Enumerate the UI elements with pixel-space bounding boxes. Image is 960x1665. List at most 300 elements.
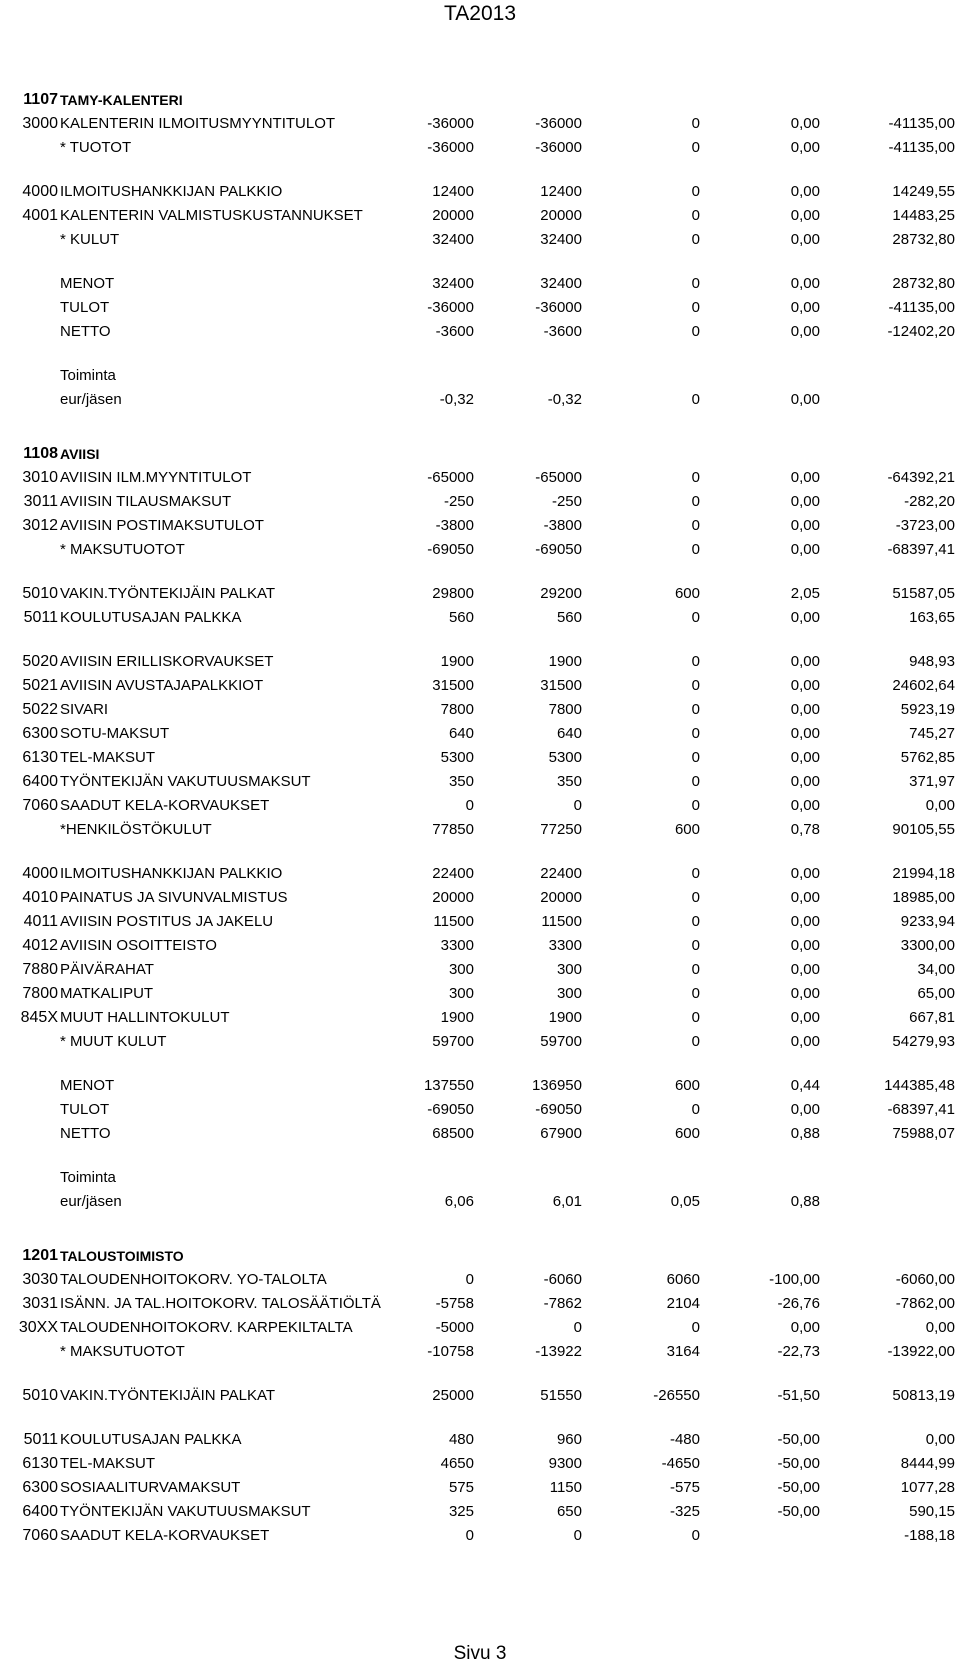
value-col-4: 0,78 bbox=[790, 821, 820, 838]
account-label: MATKALIPUT bbox=[60, 985, 154, 1002]
table-row bbox=[0, 982, 960, 1006]
account-label: KALENTERIN ILMOITUSMYYNTITULOT bbox=[60, 115, 336, 132]
value-col-2: 9300 bbox=[548, 1455, 582, 1472]
table-row bbox=[0, 514, 960, 538]
value-col-4: 2,05 bbox=[790, 585, 820, 602]
account-label: AVIISIN POSTITUS JA JAKELU bbox=[60, 913, 274, 930]
account-label: AVIISIN ERILLISKORVAUKSET bbox=[60, 653, 274, 670]
table-row bbox=[0, 650, 960, 674]
account-label: eur/jäsen bbox=[60, 391, 122, 408]
value-col-3: 0 bbox=[691, 985, 700, 1002]
value-col-3: -480 bbox=[669, 1431, 700, 1448]
value-col-1: 480 bbox=[448, 1431, 474, 1448]
account-label: *HENKILÖSTÖKULUT bbox=[60, 821, 212, 838]
account-code: 5011 bbox=[23, 609, 58, 626]
value-col-1: 575 bbox=[448, 1479, 474, 1496]
value-col-1: -65000 bbox=[427, 469, 474, 486]
table-row bbox=[0, 1428, 960, 1452]
value-col-1: 25000 bbox=[432, 1387, 474, 1404]
account-code: 7060 bbox=[22, 1527, 58, 1544]
value-col-4: -22,73 bbox=[777, 1343, 820, 1360]
value-col-2: 6,01 bbox=[552, 1193, 582, 1210]
account-label: eur/jäsen bbox=[60, 1193, 122, 1210]
account-label: TULOT bbox=[60, 1101, 110, 1118]
value-col-5: -41135,00 bbox=[888, 299, 955, 316]
value-col-3: 0 bbox=[691, 701, 700, 718]
account-label: SOSIAALITURVAMAKSUT bbox=[60, 1479, 241, 1496]
table-row bbox=[0, 388, 960, 412]
value-col-5: 14249,55 bbox=[892, 183, 955, 200]
value-col-1: 77850 bbox=[432, 821, 474, 838]
value-col-2: 32400 bbox=[540, 231, 582, 248]
value-col-1: 32400 bbox=[432, 231, 474, 248]
value-col-4: 0,00 bbox=[790, 115, 820, 132]
value-col-2: 300 bbox=[556, 985, 582, 1002]
account-label: TEL-MAKSUT bbox=[60, 1455, 156, 1472]
table-row bbox=[0, 180, 960, 204]
value-col-2: 11500 bbox=[541, 913, 582, 930]
account-label: VAKIN.TYÖNTEKIJÄIN PALKAT bbox=[60, 585, 276, 602]
value-col-1: 560 bbox=[448, 609, 474, 626]
value-col-3: 600 bbox=[674, 585, 700, 602]
table-row bbox=[0, 818, 960, 842]
value-col-1: -69050 bbox=[427, 1101, 474, 1118]
value-col-1: -5000 bbox=[435, 1319, 474, 1336]
value-col-2: 640 bbox=[556, 725, 582, 742]
value-col-1: 300 bbox=[448, 985, 474, 1002]
value-col-1: 325 bbox=[448, 1503, 474, 1520]
value-col-5: 75988,07 bbox=[892, 1125, 955, 1142]
value-col-5: 28732,80 bbox=[892, 275, 955, 292]
account-code: 6400 bbox=[22, 1503, 58, 1520]
table-row bbox=[0, 364, 960, 388]
account-label: PÄIVÄRAHAT bbox=[60, 961, 154, 978]
table-row bbox=[0, 1006, 960, 1030]
value-col-4: -50,00 bbox=[777, 1503, 820, 1520]
value-col-2: 0 bbox=[573, 797, 582, 814]
value-col-3: 0 bbox=[691, 1319, 700, 1336]
value-col-4: 0,00 bbox=[790, 1033, 820, 1050]
value-col-3: 0 bbox=[691, 961, 700, 978]
account-label: KOULUTUSAJAN PALKKA bbox=[60, 609, 242, 626]
value-col-1: 0 bbox=[465, 1271, 474, 1288]
value-col-3: 0 bbox=[691, 207, 700, 224]
table-row bbox=[0, 320, 960, 344]
value-col-4: -26,76 bbox=[777, 1295, 820, 1312]
account-label: * KULUT bbox=[60, 231, 120, 248]
value-col-5: 0,00 bbox=[925, 1319, 955, 1336]
account-code: 1108 bbox=[23, 445, 58, 462]
value-col-3: 0 bbox=[691, 865, 700, 882]
value-col-3: 0 bbox=[691, 1101, 700, 1118]
value-col-5: -7862,00 bbox=[895, 1295, 955, 1312]
value-col-3: 0 bbox=[691, 937, 700, 954]
account-label: MUUT HALLINTOKULUT bbox=[60, 1009, 230, 1026]
account-label: MENOT bbox=[60, 275, 115, 292]
value-col-5: 34,00 bbox=[917, 961, 955, 978]
value-col-4: 0,00 bbox=[790, 749, 820, 766]
value-col-3: -4650 bbox=[661, 1455, 700, 1472]
value-col-2: 1150 bbox=[549, 1479, 582, 1496]
value-col-4: 0,00 bbox=[790, 139, 820, 156]
value-col-4: -50,00 bbox=[777, 1479, 820, 1496]
account-label: SAADUT KELA-KORVAUKSET bbox=[60, 797, 270, 814]
value-col-3: 0 bbox=[691, 231, 700, 248]
page-title: TA2013 bbox=[444, 2, 516, 25]
value-col-5: 14483,25 bbox=[892, 207, 955, 224]
value-col-5: -41135,00 bbox=[888, 139, 955, 156]
account-label: * TUOTOT bbox=[60, 139, 132, 156]
account-code: 7060 bbox=[22, 797, 58, 814]
value-col-3: 0 bbox=[691, 469, 700, 486]
value-col-4: 0,88 bbox=[790, 1193, 820, 1210]
value-col-4: 0,00 bbox=[790, 1319, 820, 1336]
value-col-3: 0 bbox=[691, 1527, 700, 1544]
value-col-3: 0 bbox=[691, 725, 700, 742]
value-col-1: 3300 bbox=[440, 937, 474, 954]
value-col-3: 0 bbox=[691, 773, 700, 790]
value-col-3: 0 bbox=[691, 299, 700, 316]
value-col-3: -575 bbox=[669, 1479, 700, 1496]
value-col-2: 51550 bbox=[540, 1387, 582, 1404]
account-code: 6130 bbox=[22, 1455, 58, 1472]
value-col-1: 31500 bbox=[432, 677, 474, 694]
value-col-1: -36000 bbox=[427, 115, 474, 132]
account-code: 3012 bbox=[22, 517, 58, 534]
value-col-3: 0 bbox=[691, 139, 700, 156]
table-row bbox=[0, 1030, 960, 1054]
value-col-2: -6060 bbox=[543, 1271, 582, 1288]
account-label: TALOUSTOIMISTO bbox=[60, 1248, 184, 1264]
value-col-3: -325 bbox=[669, 1503, 700, 1520]
section-heading bbox=[0, 442, 960, 466]
value-col-2: 560 bbox=[556, 609, 582, 626]
account-label: SOTU-MAKSUT bbox=[60, 725, 170, 742]
value-col-1: 6,06 bbox=[444, 1193, 474, 1210]
table-row bbox=[0, 112, 960, 136]
value-col-4: 0,00 bbox=[790, 493, 820, 510]
value-col-4: 0,44 bbox=[790, 1077, 820, 1094]
account-code: 4000 bbox=[22, 865, 58, 882]
value-col-1: 11500 bbox=[433, 913, 474, 930]
value-col-3: 0 bbox=[691, 653, 700, 670]
account-code: 4012 bbox=[22, 937, 58, 954]
value-col-1: -36000 bbox=[427, 299, 474, 316]
account-label: SIVARI bbox=[60, 701, 109, 718]
value-col-5: 24602,64 bbox=[892, 677, 955, 694]
account-code: 3010 bbox=[22, 469, 58, 486]
value-col-4: 0,00 bbox=[790, 207, 820, 224]
value-col-5: -6060,00 bbox=[895, 1271, 955, 1288]
table-row bbox=[0, 1074, 960, 1098]
value-col-5: 590,15 bbox=[909, 1503, 955, 1520]
value-col-4: 0,00 bbox=[790, 701, 820, 718]
value-col-1: 20000 bbox=[432, 889, 474, 906]
value-col-5: 5762,85 bbox=[900, 749, 955, 766]
value-col-4: 0,00 bbox=[790, 299, 820, 316]
value-col-4: 0,00 bbox=[790, 937, 820, 954]
account-code: 5020 bbox=[22, 653, 58, 670]
value-col-5: 18985,00 bbox=[892, 889, 955, 906]
value-col-4: -50,00 bbox=[777, 1455, 820, 1472]
value-col-3: 0 bbox=[691, 1009, 700, 1026]
account-label: Toiminta bbox=[60, 367, 116, 384]
value-col-2: 20000 bbox=[540, 207, 582, 224]
value-col-5: -282,20 bbox=[904, 493, 955, 510]
value-col-1: 640 bbox=[448, 725, 474, 742]
account-code: 845X bbox=[20, 1009, 58, 1026]
table-row bbox=[0, 698, 960, 722]
value-col-5: -188,18 bbox=[904, 1527, 955, 1544]
account-label: TULOT bbox=[60, 299, 110, 316]
value-col-2: 350 bbox=[556, 773, 582, 790]
account-code: 6130 bbox=[22, 749, 58, 766]
value-col-2: 20000 bbox=[540, 889, 582, 906]
table-row bbox=[0, 746, 960, 770]
account-label: ILMOITUSHANKKIJAN PALKKIO bbox=[60, 865, 283, 882]
account-label: TYÖNTEKIJÄN VAKUTUUSMAKSUT bbox=[60, 1503, 311, 1520]
value-col-2: 136950 bbox=[531, 1077, 582, 1094]
value-col-2: -7862 bbox=[543, 1295, 582, 1312]
table-row bbox=[0, 582, 960, 606]
table-row bbox=[0, 1190, 960, 1214]
value-col-1: -0,32 bbox=[439, 391, 474, 408]
value-col-5: 163,65 bbox=[909, 609, 955, 626]
value-col-2: -69050 bbox=[535, 1101, 582, 1118]
account-code: 1107 bbox=[23, 91, 58, 108]
account-code: 6300 bbox=[22, 1479, 58, 1496]
value-col-5: -64392,21 bbox=[887, 469, 955, 486]
section-heading bbox=[0, 88, 960, 112]
value-col-2: 650 bbox=[556, 1503, 582, 1520]
value-col-2: 12400 bbox=[540, 183, 582, 200]
value-col-4: 0,00 bbox=[790, 677, 820, 694]
value-col-3: 600 bbox=[674, 1077, 700, 1094]
value-col-2: -36000 bbox=[535, 115, 582, 132]
account-code: 5010 bbox=[22, 1387, 58, 1404]
account-code: 30XX bbox=[18, 1319, 58, 1336]
value-col-5: 948,93 bbox=[909, 653, 955, 670]
value-col-4: 0,00 bbox=[790, 231, 820, 248]
value-col-2: 7800 bbox=[548, 701, 582, 718]
account-label: AVIISIN ILM.MYYNTITULOT bbox=[60, 469, 252, 486]
table-row bbox=[0, 136, 960, 160]
account-code: 3011 bbox=[23, 493, 58, 510]
table-row bbox=[0, 958, 960, 982]
table-row bbox=[0, 910, 960, 934]
value-col-5: 50813,19 bbox=[892, 1387, 955, 1404]
value-col-1: 0 bbox=[465, 797, 474, 814]
value-col-5: 371,97 bbox=[909, 773, 955, 790]
value-col-3: 0 bbox=[691, 323, 700, 340]
account-label: * MUUT KULUT bbox=[60, 1033, 167, 1050]
value-col-5: 5923,19 bbox=[900, 701, 955, 718]
value-col-1: -36000 bbox=[427, 139, 474, 156]
budget-table bbox=[0, 88, 960, 1548]
table-row bbox=[0, 1524, 960, 1548]
value-col-2: 59700 bbox=[540, 1033, 582, 1050]
value-col-2: 0 bbox=[573, 1319, 582, 1336]
value-col-4: 0,00 bbox=[790, 961, 820, 978]
value-col-3: 0 bbox=[691, 275, 700, 292]
value-col-5: -41135,00 bbox=[888, 115, 955, 132]
account-code: 5010 bbox=[22, 585, 58, 602]
account-code: 6400 bbox=[22, 773, 58, 790]
value-col-3: 0 bbox=[691, 913, 700, 930]
value-col-3: 0 bbox=[691, 183, 700, 200]
value-col-3: 0 bbox=[691, 609, 700, 626]
value-col-3: 0 bbox=[691, 493, 700, 510]
account-label: MENOT bbox=[60, 1077, 115, 1094]
table-row bbox=[0, 606, 960, 630]
value-col-5: 51587,05 bbox=[892, 585, 955, 602]
value-col-5: 21994,18 bbox=[892, 865, 955, 882]
value-col-1: 0 bbox=[465, 1527, 474, 1544]
table-row bbox=[0, 862, 960, 886]
value-col-2: 29200 bbox=[540, 585, 582, 602]
value-col-4: 0,00 bbox=[790, 609, 820, 626]
table-row bbox=[0, 296, 960, 320]
account-label: ILMOITUSHANKKIJAN PALKKIO bbox=[60, 183, 283, 200]
account-code: 6300 bbox=[22, 725, 58, 742]
value-col-2: 960 bbox=[556, 1431, 582, 1448]
value-col-5: -13922,00 bbox=[887, 1343, 955, 1360]
value-col-5: 745,27 bbox=[909, 725, 955, 742]
value-col-1: -69050 bbox=[427, 541, 474, 558]
value-col-3: 0 bbox=[691, 749, 700, 766]
value-col-2: -250 bbox=[551, 493, 582, 510]
account-code: 5022 bbox=[22, 701, 58, 718]
value-col-3: 6060 bbox=[666, 1271, 700, 1288]
value-col-5: -12402,20 bbox=[887, 323, 955, 340]
value-col-5: 90105,55 bbox=[892, 821, 955, 838]
table-row bbox=[0, 272, 960, 296]
value-col-3: 0 bbox=[691, 889, 700, 906]
value-col-3: 2104 bbox=[666, 1295, 700, 1312]
account-label: AVIISIN POSTIMAKSUTULOT bbox=[60, 517, 264, 534]
value-col-5: 3300,00 bbox=[900, 937, 955, 954]
account-label: * MAKSUTUOTOT bbox=[60, 1343, 185, 1360]
value-col-1: 29800 bbox=[432, 585, 474, 602]
value-col-1: 4650 bbox=[440, 1455, 474, 1472]
value-col-4: 0,00 bbox=[790, 323, 820, 340]
table-row bbox=[0, 770, 960, 794]
value-col-2: 0 bbox=[573, 1527, 582, 1544]
account-label: KALENTERIN VALMISTUSKUSTANNUKSET bbox=[60, 207, 363, 224]
value-col-4: 0,00 bbox=[790, 391, 820, 408]
value-col-2: -36000 bbox=[535, 299, 582, 316]
value-col-4: 0,00 bbox=[790, 517, 820, 534]
account-label: Toiminta bbox=[60, 1169, 116, 1186]
account-label: NETTO bbox=[60, 323, 111, 340]
table-row bbox=[0, 1098, 960, 1122]
table-row bbox=[0, 1340, 960, 1364]
account-code: 7800 bbox=[22, 985, 58, 1002]
value-col-4: 0,00 bbox=[790, 541, 820, 558]
value-col-5: 9233,94 bbox=[900, 913, 955, 930]
account-code: 4010 bbox=[22, 889, 58, 906]
value-col-1: 68500 bbox=[432, 1125, 474, 1142]
table-row bbox=[0, 1292, 960, 1316]
account-label: TALOUDENHOITOKORV. YO-TALOLTA bbox=[60, 1271, 327, 1288]
table-row bbox=[0, 722, 960, 746]
account-code: 5011 bbox=[23, 1431, 58, 1448]
account-code: 3000 bbox=[22, 115, 58, 132]
section-heading bbox=[0, 1244, 960, 1268]
account-label: VAKIN.TYÖNTEKIJÄIN PALKAT bbox=[60, 1387, 276, 1404]
value-col-4: 0,88 bbox=[790, 1125, 820, 1142]
value-col-5: 667,81 bbox=[909, 1009, 955, 1026]
account-label: KOULUTUSAJAN PALKKA bbox=[60, 1431, 242, 1448]
value-col-4: 0,00 bbox=[790, 773, 820, 790]
table-row bbox=[0, 674, 960, 698]
account-code: 4001 bbox=[22, 207, 58, 224]
account-label: AVIISIN AVUSTAJAPALKKIOT bbox=[60, 677, 264, 694]
account-label: NETTO bbox=[60, 1125, 111, 1142]
value-col-1: -5758 bbox=[435, 1295, 474, 1312]
account-code: 7880 bbox=[22, 961, 58, 978]
account-label: AVIISIN OSOITTEISTO bbox=[60, 937, 217, 954]
value-col-3: 0 bbox=[691, 517, 700, 534]
table-row bbox=[0, 1384, 960, 1408]
value-col-3: 0 bbox=[691, 391, 700, 408]
table-row bbox=[0, 1452, 960, 1476]
account-code: 3031 bbox=[22, 1295, 58, 1312]
table-row bbox=[0, 1500, 960, 1524]
value-col-5: 0,00 bbox=[925, 797, 955, 814]
table-row bbox=[0, 886, 960, 910]
value-col-5: 1077,28 bbox=[900, 1479, 955, 1496]
value-col-4: 0,00 bbox=[790, 797, 820, 814]
value-col-5: 54279,93 bbox=[892, 1033, 955, 1050]
table-row bbox=[0, 538, 960, 562]
value-col-3: 0,05 bbox=[670, 1193, 700, 1210]
account-code: 1201 bbox=[22, 1247, 58, 1264]
value-col-2: -13922 bbox=[535, 1343, 582, 1360]
value-col-5: 65,00 bbox=[917, 985, 955, 1002]
table-row bbox=[0, 466, 960, 490]
table-row bbox=[0, 1476, 960, 1500]
value-col-4: 0,00 bbox=[790, 653, 820, 670]
table-row bbox=[0, 1316, 960, 1340]
value-col-4: 0,00 bbox=[790, 985, 820, 1002]
value-col-2: -36000 bbox=[535, 139, 582, 156]
table-row bbox=[0, 490, 960, 514]
value-col-4: -50,00 bbox=[777, 1431, 820, 1448]
table-row bbox=[0, 794, 960, 818]
value-col-2: 67900 bbox=[540, 1125, 582, 1142]
value-col-1: 300 bbox=[448, 961, 474, 978]
value-col-4: 0,00 bbox=[790, 725, 820, 742]
account-code: 3030 bbox=[22, 1271, 58, 1288]
page-footer: Sivu 3 bbox=[453, 1643, 507, 1664]
value-col-2: 31500 bbox=[540, 677, 582, 694]
value-col-5: 8444,99 bbox=[900, 1455, 955, 1472]
value-col-4: 0,00 bbox=[790, 865, 820, 882]
value-col-1: 1900 bbox=[440, 1009, 474, 1026]
value-col-3: 0 bbox=[691, 115, 700, 132]
account-label: ISÄNN. JA TAL.HOITOKORV. TALOSÄÄTIÖLTÄ bbox=[60, 1295, 381, 1312]
value-col-2: -3600 bbox=[543, 323, 582, 340]
value-col-2: 1900 bbox=[548, 653, 582, 670]
value-col-2: 3300 bbox=[548, 937, 582, 954]
value-col-2: -69050 bbox=[535, 541, 582, 558]
value-col-5: -68397,41 bbox=[887, 541, 955, 558]
account-label: TEL-MAKSUT bbox=[60, 749, 156, 766]
account-label: TAMY-KALENTERI bbox=[60, 92, 183, 108]
account-code: 5021 bbox=[22, 677, 58, 694]
value-col-3: 0 bbox=[691, 677, 700, 694]
